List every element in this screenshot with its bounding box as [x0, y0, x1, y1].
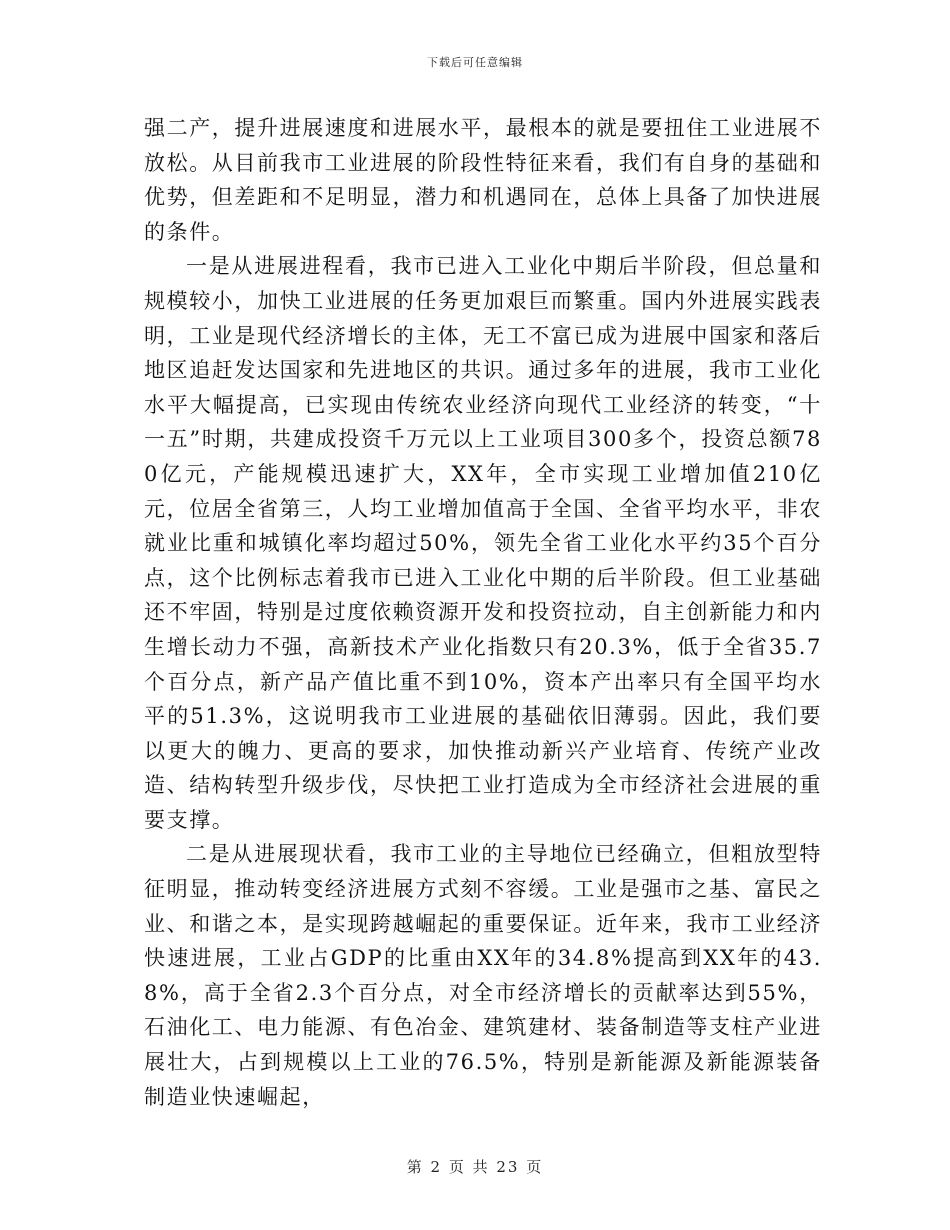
paragraph-point-two: 二是从进展现状看，我市工业的主导地位已经确立，但粗放型特征明显，推动转变经济进展方式刻不容缓。工业是强市之基、富民之业、和谐之本，是实现跨越崛起的重要保证。近年来，我市工业经济快速进展，工业占GDP的比重由XX年的34.8%提高到XX年的43.8%，高于全省2.3个百分点，对全市经济增长的贡献率达到55%，石油化工、电力能源、有色冶金、建筑建材、装备制造等支柱产业进展壮大，占到规模以上工业的76.5%，特别是新能源及新能源装备制造业快速崛起， — [144, 842, 822, 1109]
paragraph-intro: 强二产，提升进展速度和进展水平，最根本的就是要扭住工业进展不放松。从目前我市工业进展的阶段性特征来看，我们有自身的基础和优势，但差距和不足明显，潜力和机遇同在，总体上具备了加快进展的条件。 — [144, 116, 822, 244]
page-header: 下载后可任意编辑 — [427, 56, 523, 69]
paragraph-point-one: 一是从进展进程看，我市已进入工业化中期后半阶段，但总量和规模较小，加快工业进展的任务更加艰巨而繁重。国内外进展实践表明，工业是现代经济增长的主体，无工不富已成为进展中国家和落后地区追赶发达国家和先进地区的共识。通过多年的进展，我市工业化水平大幅提高，已实现由传统农业经济向现代工业经济的转变，“十一五”时期，共建成投资千万元以上工业项目300多个，投资总额780亿元，产能规模迅速扩大，XX年，全市实现工业增加值210亿元，位居全省第三，人均工业增加值高于全国、全省平均水平，非农就业比重和城镇化率均超过50%，领先全省工业化水平约35个百分点，这个比例标志着我市已进入工业化中期的后半阶段。但工业基础还不牢固，特别是过度依赖资源开发和投资拉动，自主创新能力和内生增长动力不强，高新技术产业化指数只有20.3%，低于全省35.7个百分点，新产品产值比重不到10%，资本产出率只有全国平均水平的51.3%，这说明我市工业进展的基础依旧薄弱。因此，我们要以更大的魄力、更高的要求，加快推动新兴产业培育、传统产业改造、结构转型升级步伐，尽快把工业打造成为全市经济社会进展的重要支撑。 — [144, 254, 822, 832]
page-footer: 第 2 页 共 23 页 — [406, 1158, 544, 1176]
body-text — [144, 111, 822, 1114]
